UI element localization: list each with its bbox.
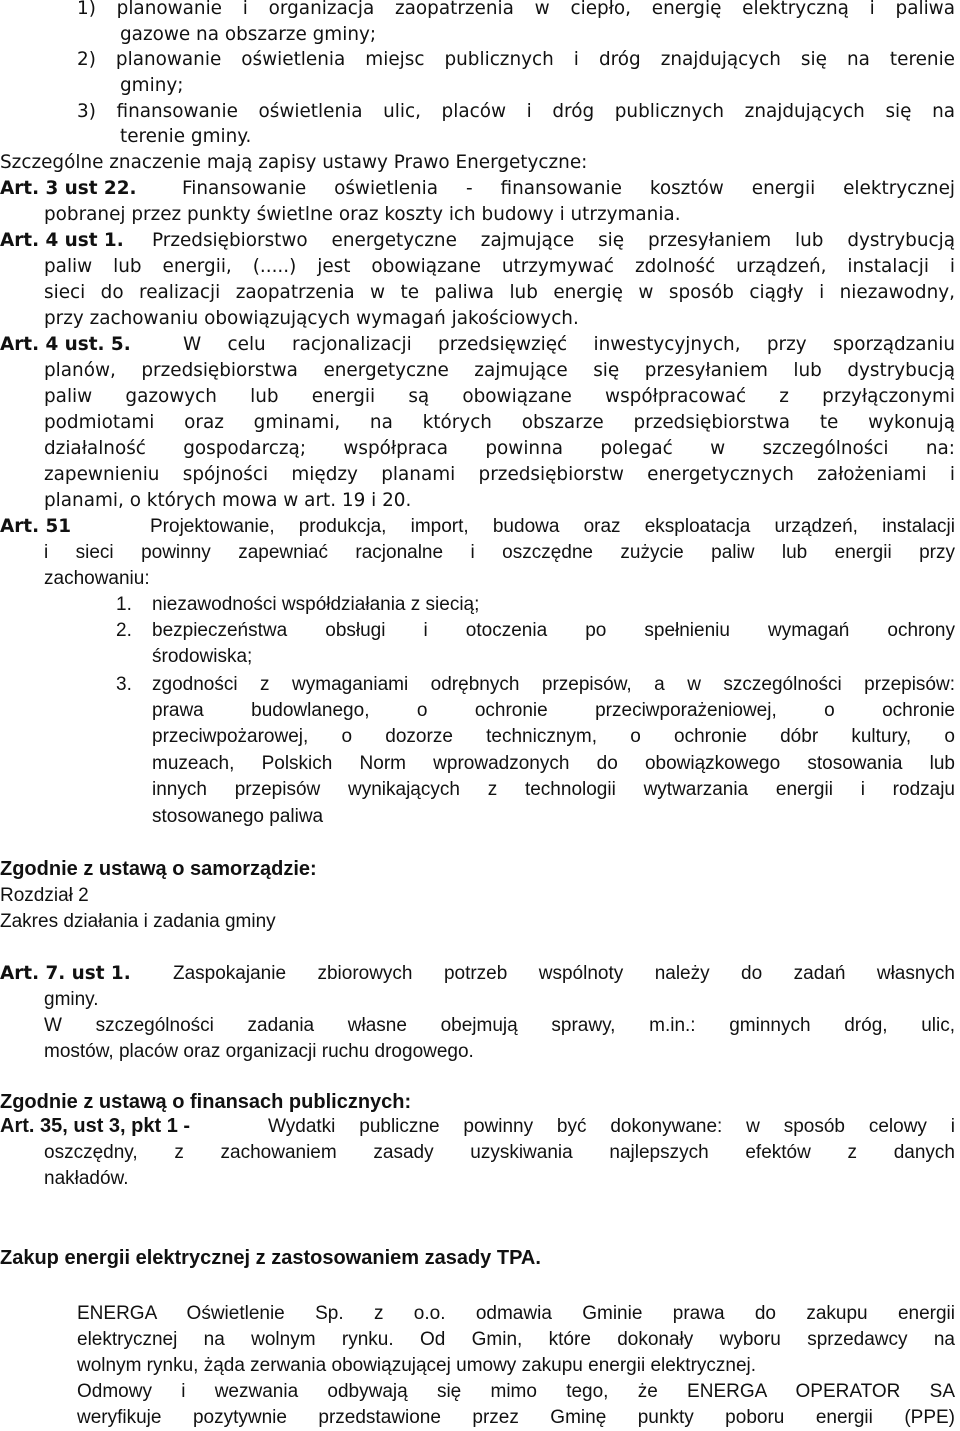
art-35-label: Art. 35, ust 3, pkt 1 - (0, 1115, 191, 1137)
list-item-2-line2: gminy; (120, 75, 184, 96)
art-51-item-1-number: 1. (116, 594, 132, 615)
art-51-item-3-line3: przeciwpożarowej, o dozorze technicznym, o ochronie dóbr kultury, o (152, 726, 955, 747)
art-3-line1 (0, 176, 955, 202)
art-51-line3: zachowaniu: (44, 568, 150, 589)
tpa-line4: Odmowy i wezwania odbywają się mimo tego, że ENERGA OPERATOR SA (77, 1381, 955, 1402)
art-7-line2: gminy. (44, 989, 99, 1010)
list-item-3-line1: 3) finansowanie oświetlenia ulic, placów i dróg publicznych znajdujących się na (77, 101, 955, 122)
art-7-line1 (0, 961, 955, 987)
art-51-item-2-line2: środowiska; (152, 646, 253, 667)
art-51-label: Art. 51 (0, 516, 72, 537)
art-51-item-3-line6: stosowanego paliwa (152, 806, 324, 827)
art-51-item-1-text: niezawodności współdziałania z siecią; (152, 594, 480, 615)
art-51-text: Projektowanie, produkcja, import, budowa oraz eksploatacja urządzeń, instalacji (150, 516, 955, 537)
art-35-line2: oszczędny, z zachowaniem zasady uzyskiwania najlepszych efektów z danych (44, 1142, 955, 1163)
art-35-text: Wydatki publiczne powinny być dokonywane: w sposób celowy i (268, 1116, 955, 1137)
art-4-1-line4: przy zachowaniu obowiązujących wymagań jakościowych. (44, 308, 579, 329)
art-51-item-3-number: 3. (116, 674, 132, 695)
art-4-5-line3: paliw gazowych lub energii są obowiązane współpracować z przyłączonymi (44, 386, 955, 407)
art-4-5-line6: zapewnieniu spójności między planami przedsiębiorstw energetycznych założeniami i (44, 464, 955, 485)
art-51-item-2-line1: bezpieczeństwa obsługi i otoczenia po spełnieniu wymagań ochrony (152, 620, 955, 641)
art-51-item-3-line4: muzeach, Polskich Norm wprowadzonych do obowiązkowego stosowania lub (152, 753, 955, 774)
art-4-5-line5: działalność gospodarczą; współpraca powinna polegać w szczególności na: (44, 438, 955, 459)
list-item-1-line1: 1) planowanie i organizacja zaopatrzenia w ciepło, energię elektryczną i paliwa (77, 0, 955, 19)
art-3-line2: pobranej przez punkty świetlne oraz koszty ich budowy i utrzymania. (44, 204, 681, 225)
art-51-item-3-line1: zgodności z wymaganiami odrębnych przepisów, a w szczególności przepisów: (152, 674, 955, 695)
art-7-line4: mostów, placów oraz organizacji ruchu drogowego. (44, 1041, 474, 1062)
samorzad-chapter: Rozdział 2 (0, 885, 89, 906)
art-51-item-3-line5: innych przepisów wynikających z technologii wytwarzania energii i rodzaju (152, 779, 955, 800)
art-35-line3: nakładów. (44, 1168, 129, 1189)
art-51-item-2-number: 2. (116, 620, 132, 641)
art-4-1-line1 (0, 228, 955, 254)
art-4-1-line3: sieci do realizacji zaopatrzenia w te paliwa lub energię w sposób ciągły i niezawodny, (44, 282, 955, 303)
samorzad-chapter-title: Zakres działania i zadania gminy (0, 911, 276, 932)
art-4-1-text: Przedsiębiorstwo energetyczne zajmujące się przesyłaniem lub dystrybucją (152, 230, 955, 251)
art-4-1-line2: paliw lub energii, (.....) jest obowiązane utrzymywać zdolność urządzeń, instalacji i (44, 256, 955, 277)
tpa-heading: Zakup energii elektrycznej z zastosowaniem zasady TPA. (0, 1247, 541, 1269)
art-4-5-line2: planów, przedsiębiorstwa energetyczne zajmujące się przesyłaniem lub dystrybucją (44, 360, 955, 381)
list-item-3-line2: terenie gminy. (120, 126, 252, 147)
tpa-line3: wolnym rynku, żąda zerwania obowiązującej umowy zakupu energii elektrycznej. (77, 1355, 757, 1376)
tpa-line2: elektrycznej na wolnym rynku. Od Gmin, które dokonały wyboru sprzedawcy na (77, 1329, 955, 1350)
list-item-1-line2: gazowe na obszarze gminy; (120, 24, 377, 45)
list-item-2-line1: 2) planowanie oświetlenia miejsc publicznych i dróg znajdujących się na terenie (77, 49, 955, 70)
art-4-5-line7: planami, o których mowa w art. 19 i 20. (44, 490, 412, 511)
art-51-item-3-line2: prawa budowlanego, o ochronie przeciwporażeniowej, o ochronie (152, 700, 955, 721)
art-51-line2: i sieci powinny zapewniać racjonalne i oszczędne zużycie paliw lub energii przy (44, 542, 955, 563)
art-4-5-label: Art. 4 ust. 5. (0, 334, 131, 355)
tpa-line1: ENERGA Oświetlenie Sp. z o.o. odmawia Gminie prawa do zakupu energii (77, 1303, 955, 1324)
tpa-line5: weryfikuje pozytywnie przedstawione przez Gminę punkty poboru energii (PPE) (77, 1407, 955, 1428)
intro-sentence: Szczególne znaczenie mają zapisy ustawy Prawo Energetyczne: (0, 152, 588, 173)
art-7-label: Art. 7. ust 1. (0, 963, 131, 984)
art-51-line1 (0, 514, 955, 540)
art-3-text: Finansowanie oświetlenia - finansowanie kosztów energii elektrycznej (182, 178, 955, 199)
art-4-5-line4: podmiotami oraz gminami, na których obszarze przedsiębiorstwa te wykonują (44, 412, 955, 433)
art-4-5-text: W celu racjonalizacji przedsięwzięć inwestycyjnych, przy sporządzaniu (183, 334, 955, 355)
art-3-label: Art. 3 ust 22. (0, 178, 137, 199)
samorzad-heading: Zgodnie z ustawą o samorządzie: (0, 858, 317, 880)
finanse-heading: Zgodnie z ustawą o finansach publicznych: (0, 1091, 412, 1113)
art-4-5-line1 (0, 332, 955, 358)
art-4-1-label: Art. 4 ust 1. (0, 230, 124, 251)
art-7-text: Zaspokajanie zbiorowych potrzeb wspólnoty należy do zadań własnych (173, 963, 955, 984)
art-7-line3: W szczególności zadania własne obejmują sprawy, m.in.: gminnych dróg, ulic, (44, 1015, 955, 1036)
art-35-line1 (0, 1114, 955, 1140)
